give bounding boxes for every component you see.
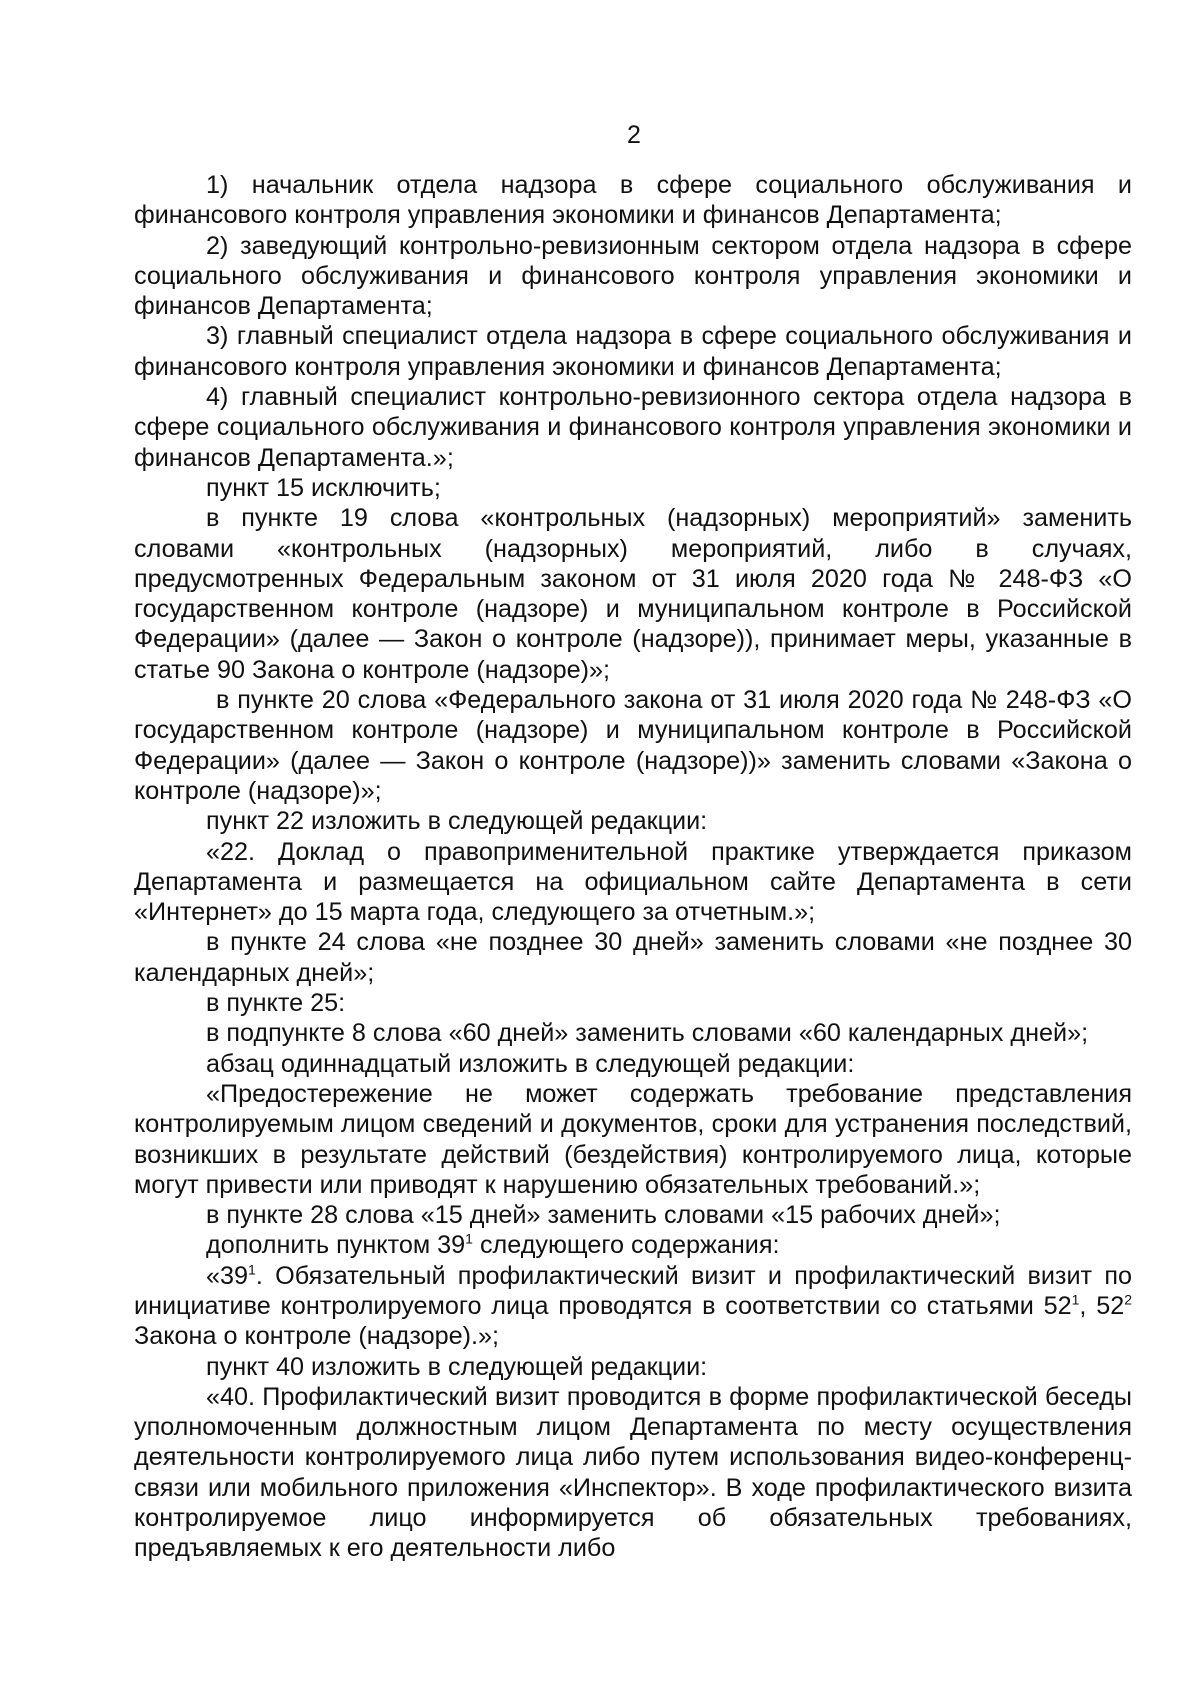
paragraph: 1) начальник отдела надзора в сфере социального обслуживания и финансового контроля управления экономики и финансов Департамента; [134,171,1132,230]
paragraph: «40. Профилактический визит проводится в форме профилактической беседы уполномоченным должностным лицом Департамента по месту осуществления деятельности контролируемого лица либо путем использования видео-конференц-связи или мобильного приложения «Инспектор». В ходе профилактического визита контролируемое лицо информируется об обязательных требованиях, предъявляемых к его деятельности либо [134,1382,1132,1563]
text-run: «39 [206,1261,249,1290]
paragraph: 3) главный специалист отдела надзора в сфере социального обслуживания и финансового контроля управления экономики и финансов Департамента; [134,322,1132,381]
paragraph: в пункте 25: [206,989,346,1018]
page-number: 2 [627,121,641,149]
superscript: 1 [465,1231,473,1247]
paragraph: «22. Доклад о правоприменительной практике утверждается приказом Департамента и размещается на официальном сайте Департамента в сети «Интернет» до 15 марта года, следующего за отчетным.»; [134,837,1132,927]
superscript: 1 [1071,1291,1080,1308]
paragraph: в пункте 20 слова «Федерального закона от 31 июля 2020 года № 248-ФЗ «О государственном контроле (надзоре) и муниципальном контроле в Российской Федерации» (далее — Закон о контроле (надзоре))» заменить словами «Закона о контроле (надзоре)»; [134,686,1132,805]
paragraph: абзац одиннадцатый изложить в следующей редакции: [206,1049,855,1078]
paragraph [134,1261,1132,1352]
paragraph: 2) заведующий контрольно-ревизионным сектором отдела надзора в сфере социального обслуживания и финансового контроля управления экономики и финансов Департамента; [134,231,1132,321]
text-run: , 52 [1079,1291,1125,1320]
text-run: дополнить пунктом 39 [206,1231,466,1260]
paragraph: пункт 40 изложить в следующей редакции: [206,1352,708,1381]
paragraph: в пункте 19 слова «контрольных (надзорных) мероприятий» заменить словами «контрольных (надзорных) мероприятий, либо в случаях, предусмотренных Федеральным законом от 31 июля 2020 года № 248-ФЗ «О государственном контроле (надзоре) и муниципальном контроле в Российской Федерации» (далее — Закон о контроле (надзоре)), принимает меры, указанные в статье 90 Закона о контроле (надзоре)»; [134,504,1132,684]
text-run: следующего содержания: [472,1231,780,1260]
paragraph: 4) главный специалист контрольно-ревизионного сектора отдела надзора в сфере социального обслуживания и финансового контроля управления экономики и финансов Департамента.»; [134,383,1132,472]
superscript: 2 [1124,1291,1133,1308]
paragraph: в пункте 28 слова «15 дней» заменить словами «15 рабочих дней»; [206,1201,1001,1230]
paragraph [134,1230,1132,1260]
paragraph: пункт 15 исключить; [206,473,441,502]
paragraph: пункт 22 изложить в следующей редакции: [206,807,708,836]
text-run: . Обязательный профилактический визит и профилактический визит по инициативе контролируемого лица проводятся в соответствии со статьями 52 [134,1261,1132,1320]
text-run: Закона о контроле (надзоре).»; [134,1322,500,1351]
superscript: 1 [248,1261,256,1278]
paragraph: «Предостережение не может содержать требование представления контролируемым лицом сведений и документов, сроки для устранения последствий, возникших в результате действий (бездействия) контролируемого лица, которые могут привести или приводят к нарушению обязательных требований.»; [134,1079,1132,1199]
paragraph: в пункте 24 слова «не позднее 30 дней» заменить словами «не позднее 30 календарных дней»; [134,928,1132,987]
paragraph: в подпункте 8 слова «60 дней» заменить словами «60 календарных дней»; [206,1019,1089,1048]
document-body [134,170,1132,1564]
